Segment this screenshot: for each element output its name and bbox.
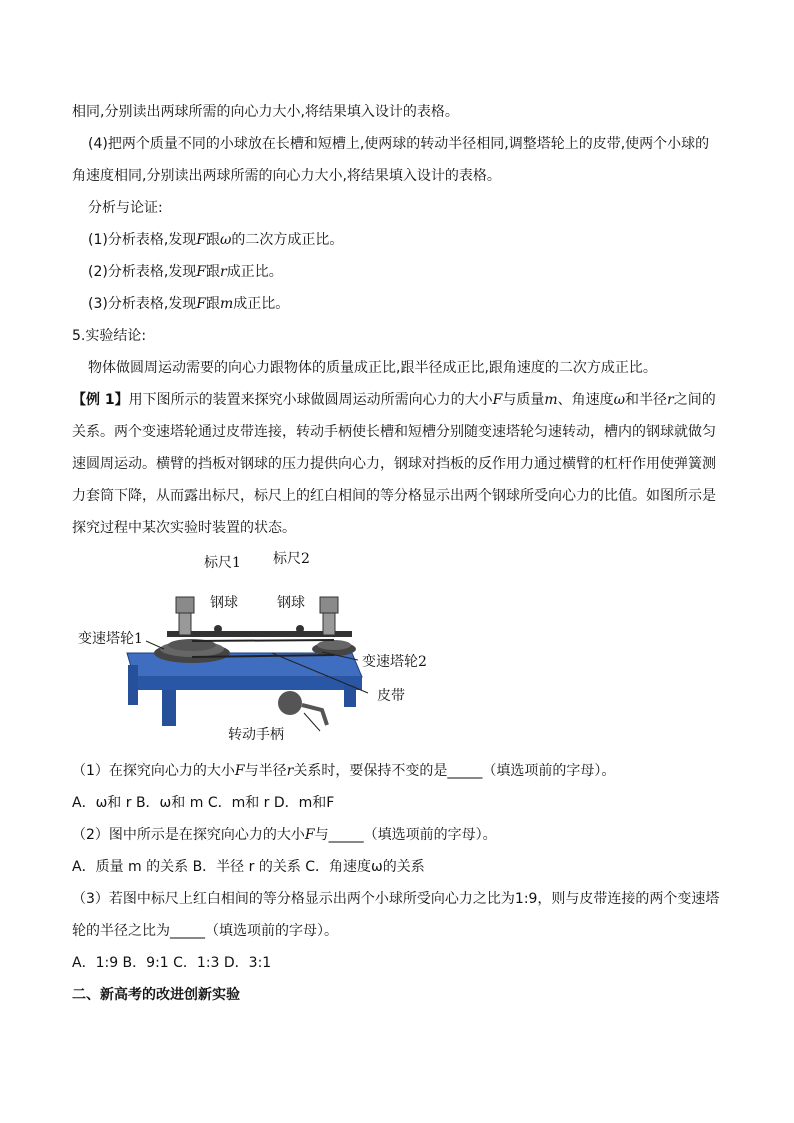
spring-sleeve-2: [323, 613, 335, 635]
label-handle: 转动手柄: [228, 727, 284, 743]
question-1-options: A．ω和 r B．ω和 m C．m和 r D．m和F: [72, 795, 335, 811]
example-line: 力套筒下降，从而露出标尺，标尺上的红白相间的等分格显示出两个钢球所受向心力的比值。如图所示是: [72, 488, 716, 504]
paragraph-line: 角速度相同,分别读出两球所需的向心力大小,将结果填入设计的表格。: [72, 168, 501, 184]
steel-ball-1: [214, 625, 222, 633]
analysis-item-3: (3)分析表格,发现F跟m成正比。: [88, 296, 290, 312]
question-3-cont: 轮的半径之比为_____（填选项前的字母）。: [72, 923, 338, 939]
conclusion-text: 物体做圆周运动需要的向心力跟物体的质量成正比,跟半径成正比,跟角速度的二次方成正比。: [88, 360, 657, 376]
example-line: 探究过程中某次实验时装置的状态。: [72, 520, 296, 536]
conclusion-title: 5.实验结论:: [72, 328, 147, 344]
paragraph-line: (4)把两个质量不同的小球放在长槽和短槽上,使两球的转动半径相同,调整塔轮上的皮带,使两个小球的: [88, 136, 710, 152]
question-1: （1）在探究向心力的大小F与半径r关系时，要保持不变的是_____（填选项前的字母）。: [72, 763, 616, 779]
analysis-item-2: (2)分析表格,发现F跟r成正比。: [88, 264, 283, 280]
ruler-2-cap: [320, 597, 338, 613]
analysis-title: 分析与论证:: [88, 200, 163, 216]
table-front: [134, 677, 362, 690]
centripetal-force-apparatus-figure: [72, 545, 432, 745]
question-2: （2）图中所示是在探究向心力的大小F与_____（填选项前的字母）。: [72, 827, 497, 843]
question-3-options: A．1:9 B．9:1 C．1:3 D．3:1: [72, 955, 272, 971]
label-pulley-1: 变速塔轮1: [78, 631, 143, 647]
example-line: 关系。两个变速塔轮通过皮带连接，转动手柄使长槽和短槽分别随变速塔轮匀速转动，槽内的钢球就做匀: [72, 424, 716, 440]
spring-sleeve-1: [179, 613, 191, 635]
question-3: （3）若图中标尺上红白相间的等分格显示出两个小球所受向心力之比为1:9，则与皮带连接的两个变速塔: [72, 891, 720, 907]
label-ruler-1: 标尺1: [204, 555, 241, 571]
analysis-item-1: (1)分析表格,发现F跟ω的二次方成正比。: [88, 232, 344, 248]
handle-wheel: [278, 691, 302, 715]
paragraph-line: 相同,分别读出两球所需的向心力大小,将结果填入设计的表格。: [72, 104, 459, 120]
table-leg: [344, 685, 356, 707]
label-ball-2: 钢球: [277, 595, 305, 611]
label-ruler-2: 标尺2: [273, 551, 310, 567]
example-tag: 【例 1】: [72, 392, 129, 408]
label-belt: 皮带: [377, 688, 405, 704]
label-pulley-2: 变速塔轮2: [362, 654, 427, 670]
table-leg: [128, 665, 138, 705]
label-ball-1: 钢球: [210, 595, 238, 611]
ruler-1-cap: [176, 597, 194, 613]
table-leg: [162, 690, 176, 726]
section-title: 二、新高考的改进创新实验: [72, 987, 240, 1003]
example-line: 【例 1】用下图所示的装置来探究小球做圆周运动所需向心力的大小F与质量m、角速度ω和半径r之间的: [72, 392, 716, 408]
question-2-options: A．质量 m 的关系 B．半径 r 的关系 C．角速度ω的关系: [72, 859, 425, 875]
steel-ball-2: [296, 625, 304, 633]
example-line: 速圆周运动。横臂的挡板对钢球的压力提供向心力，钢球对挡板的反作用力通过横臂的杠杆作用使弹簧测: [72, 456, 716, 472]
